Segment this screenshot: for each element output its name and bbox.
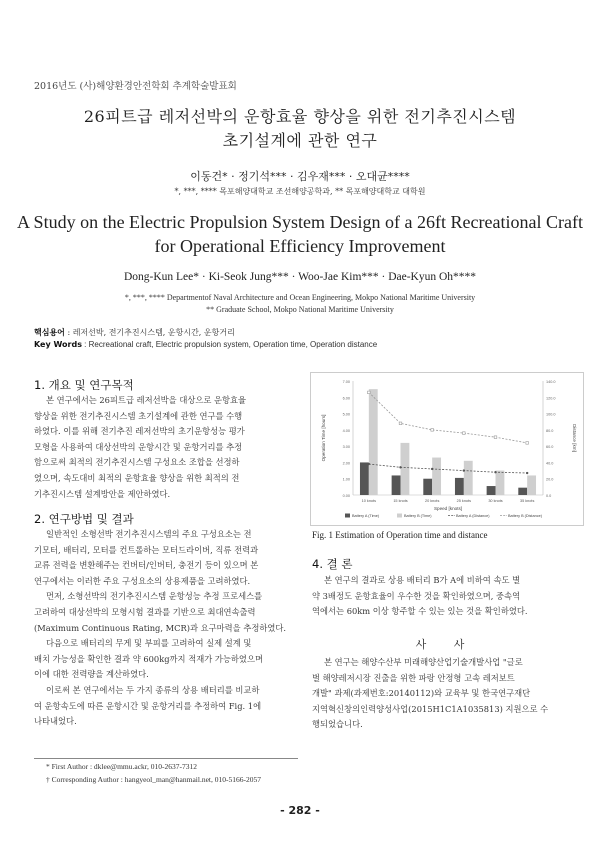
y2-tick-label: 120.0 (546, 396, 556, 401)
x-axis-label: Speed [knots] (433, 506, 463, 511)
line-point-1 (368, 391, 371, 394)
line-point-0 (494, 471, 496, 473)
bar-0 (455, 478, 464, 495)
acknowledgement-body (312, 655, 580, 733)
intro-body (34, 393, 298, 502)
methods-line: 먼저, 소형선박의 전기추진시스템 운항성능 추정 프로세스를 (46, 591, 263, 602)
bar-0 (518, 488, 527, 495)
conclusion-line: 역에서는 60km 이상 항주할 수 있는 있는 것을 확인하였다. (312, 606, 528, 617)
chart-svg (311, 373, 583, 525)
conclusion-line: 본 연구의 결과로 상용 배터리 B가 A에 비하여 속도 별 (324, 575, 521, 585)
methods-line: 다음으로 배터리의 무게 및 부피를 고려하여 실제 설계 및 (46, 638, 252, 649)
y2-tick-label: 0.0 (546, 494, 552, 498)
y2-tick-label: 80.0 (546, 428, 554, 433)
y2-tick-label: 40.0 (546, 461, 554, 466)
ack-line: 개발" 과제(과제번호:20140112)와 교육부 및 한국연구재단 (312, 688, 531, 699)
methods-line: 이로써 본 연구에서는 두 가지 종류의 상용 배터리를 비교하 (46, 684, 260, 695)
methods-line: 기모터, 배터리, 모터를 컨트롤하는 모터드라이버, 직류 전력과 (34, 544, 259, 555)
english-authors: Dong-Kun Lee* · Ki-Seok Jung*** · Woo-Jae Kim*** · Dae-Kyun Oh**** (123, 271, 477, 283)
acknowledgement-heading: 사 사 (415, 638, 477, 651)
methods-line: (Maximum Continuous Rating, MCR)과 요구마력을 추정하였다. (34, 622, 287, 633)
english-title-line-2: for Operational Efficiency Improvement (154, 236, 446, 256)
bar-1 (527, 475, 536, 495)
korean-affiliation: *, ***, **** 목포해양대학교 조선해양공학과, ** 목포해양대학교 대학원 (174, 187, 426, 196)
y-tick-label: 7.00 (342, 380, 350, 384)
methods-line: 여 운항속도에 따른 운항시간 및 운항거리를 추정하여 Fig. 1에 (34, 700, 262, 711)
x-tick-label: 15 knots (393, 499, 408, 503)
y2-tick-label: 60.0 (546, 445, 554, 450)
korean-title-line-1: 26피트급 레저선박의 운항효율 향상을 위한 전기추진시스템 (83, 107, 517, 126)
line-point-0 (526, 472, 528, 474)
y2-tick-label: 20.0 (546, 477, 554, 482)
korean-keywords-text: : 레저선박, 전기추진시스템, 운항시간, 운항거리 (64, 328, 235, 337)
conference-header: 2016년도 (사)해양환경안전학회 추계학술발표회 (34, 81, 237, 92)
figure-caption: Fig. 1 Estimation of Operation time and distance (312, 530, 488, 540)
intro-heading: 1. 개요 및 연구목적 (34, 378, 134, 392)
x-tick-label: 10 knots (361, 499, 377, 503)
korean-authors: 이동건* · 정기석*** · 김우재*** · 오대균**** (190, 170, 410, 183)
x-tick-label: 25 knots (456, 499, 472, 503)
korean-title-line-2: 초기설계에 관한 연구 (222, 131, 378, 150)
line-point-1 (494, 436, 497, 439)
y-axis-label: Operation Time [hours] (321, 414, 326, 462)
bar-0 (487, 486, 496, 495)
y2-axis-label: Distance [km] (572, 424, 577, 452)
ack-line: 벌 해양레저시장 진출을 위한 파랑 안정형 고속 레저보트 (312, 672, 515, 683)
methods-line: 나타내었다. (34, 716, 77, 727)
methods-line: 교류 전력을 변환해주는 컨버터/인버터, 충전기 등이 있으며 본 (34, 560, 259, 571)
line-point-0 (368, 463, 370, 465)
english-keywords-text: : Recreational craft, Electric propulsion system, Operation time, Operation distance (81, 340, 378, 349)
y-tick-label: 2.00 (342, 461, 350, 466)
y2-tick-label: 100.0 (546, 412, 556, 417)
intro-line: 본 연구에서는 26피트급 레저선박을 대상으로 운항효율 (46, 395, 247, 405)
line-point-0 (399, 466, 401, 468)
line-point-0 (431, 468, 433, 470)
bar-1 (401, 443, 410, 495)
y-tick-label: 4.00 (342, 428, 350, 433)
line-point-1 (399, 422, 402, 425)
methods-line: 일반적인 소형선박 전기추진시스템의 주요 구성요소는 전 (46, 529, 252, 539)
bar-1 (496, 471, 505, 495)
conclusion-line: 약 3배정도 운항효율이 우수한 것을 확인하였으며, 중속역 (312, 590, 521, 601)
intro-line: 하였다. 이를 위해 전기추진 레저선박의 초기운항성능 평가 (34, 426, 245, 437)
bar-0 (360, 462, 369, 495)
y-tick-label: 5.00 (342, 412, 350, 417)
y-tick-label: 0.00 (342, 494, 350, 498)
intro-line: 였으며, 속도대비 최적의 운항효율 향상을 위한 최적의 전 (34, 472, 240, 483)
legend-label: Battery A (Distance) (456, 514, 490, 518)
line-series-1 (369, 392, 527, 442)
conclusion-heading: 4. 결 론 (312, 557, 353, 571)
bar-1 (464, 461, 473, 495)
methods-line: 고려하여 대상선박의 모형시험 결과를 기반으로 최대연속출력 (34, 606, 256, 617)
line-point-0 (463, 469, 465, 471)
legend-label: Battery B (Distance) (508, 514, 542, 518)
y-tick-label: 3.00 (342, 445, 350, 450)
english-affiliation-1: *, ***, **** Departmentof Naval Architecture and Ocean Engineering, Mokpo National Maritime University (124, 293, 476, 302)
english-keywords-label: Key Words (34, 340, 82, 349)
methods-body (34, 527, 298, 730)
methods-line: 연구에서는 이러한 주요 구성요소의 상용제품을 고려하였다. (34, 575, 251, 586)
methods-line: 배치 가능성을 확인한 결과 약 600kg까지 적재가 가능하였으며 (34, 653, 263, 664)
bar-1 (432, 458, 441, 495)
intro-line: 기추진시스템 설계방안을 제안하였다. (34, 488, 171, 499)
figure-chart (310, 372, 584, 526)
ack-line: 본 연구는 해양수산부 미래해양산업기술개발사업 "글로 (324, 657, 523, 667)
methods-heading: 2. 연구방법 및 결과 (34, 512, 134, 526)
korean-keywords (34, 327, 235, 338)
bar-0 (392, 475, 401, 495)
y-tick-label: 1.00 (342, 477, 350, 482)
methods-line: 이에 대한 전력량을 계산하였다. (34, 669, 149, 680)
bar-0 (423, 479, 432, 495)
legend-label: Battery A (Time) (352, 514, 380, 518)
y2-tick-label: 140.0 (546, 380, 556, 384)
intro-line: 모형을 사용하여 대상선박의 운항시간 및 운항거리를 추정 (34, 441, 243, 452)
y-tick-label: 6.00 (342, 396, 350, 401)
line-point-1 (463, 432, 466, 435)
legend-swatch (345, 514, 350, 518)
korean-keywords-label: 핵심용어 (34, 328, 65, 337)
first-author-footnote: * First Author : dklee@mmu.ackr, 010-2637-7312 (46, 762, 197, 771)
legend-swatch (397, 514, 402, 518)
line-point-1 (526, 442, 529, 445)
ack-line: 행되었습니다. (312, 719, 363, 730)
x-tick-label: 30 knots (488, 499, 503, 503)
english-keywords (34, 340, 377, 349)
english-title-line-1: A Study on the Electric Propulsion System Design of a 26ft Recreational Craft (17, 212, 583, 232)
english-affiliation-2: ** Graduate School, Mokpo National Maritime University (206, 305, 394, 314)
bar-1 (369, 389, 378, 495)
conclusion-body (312, 573, 580, 620)
ack-line: 지역혁신창의인력양성사업(2015H1C1A1035813) 지원으로 수 (312, 703, 549, 714)
footnote-divider (34, 758, 298, 759)
intro-line: 향상을 위한 전기추진시스템 초기설계에 관한 연구를 수행 (34, 410, 243, 421)
legend-label: Battery B (Time) (404, 514, 432, 518)
x-tick-label: 20 knots (424, 499, 440, 503)
page-number: - 282 - (280, 804, 320, 817)
intro-line: 함으로써 최적의 전기추진시스템 구성요소 조합을 선정하 (34, 457, 240, 468)
corresponding-author-footnote: † Corresponding Author : hangyeol_man@hanmail.net, 010-5166-2057 (46, 775, 261, 784)
x-tick-label: 35 knots (519, 499, 535, 503)
line-point-1 (431, 429, 434, 432)
